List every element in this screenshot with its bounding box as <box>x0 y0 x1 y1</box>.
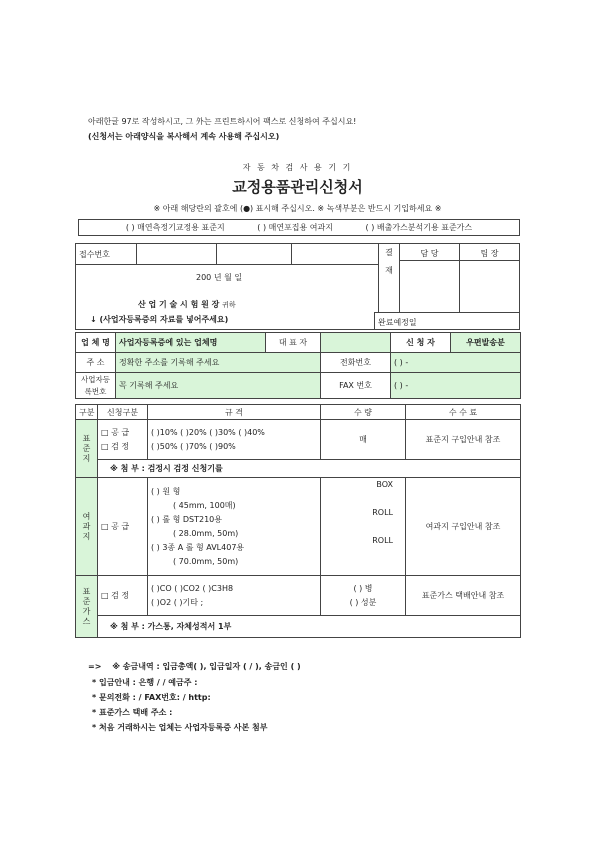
filter-paper-supply-checkbox[interactable]: □ 공 급 <box>98 478 148 576</box>
filter-paper-spec-6: ( 70.0mm, 50m) <box>173 556 239 566</box>
phone-field[interactable]: ( ) - <box>391 353 521 373</box>
standard-paper-spec-1[interactable]: ( )10% ( )20% ( )30% ( )40% <box>151 427 265 437</box>
standard-gas-qty-2[interactable]: ( ) 성분 <box>349 597 377 607</box>
standard-gas-qty-1[interactable]: ( ) 병 <box>353 583 373 593</box>
category-filter-paper[interactable]: ( ) 매연포집용 여과지 <box>257 223 333 232</box>
fax-label: FAX 번호 <box>321 373 391 399</box>
addressee: 산 업 기 술 시 험 원 장 <box>138 300 220 309</box>
bizno-field[interactable]: 꼭 기록해 주세요 <box>116 373 321 399</box>
col-qty: 수 량 <box>321 405 406 420</box>
standard-gas-label: 표준가스 <box>76 576 98 638</box>
standard-paper-qty[interactable]: 매 <box>321 420 406 460</box>
standard-paper-supply-checkbox[interactable]: □ 공 급 <box>101 427 130 437</box>
intro-line-1: 아래한글 97로 작성하시고, 그 外는 프린트하시어 팩스로 신청하여 주십시요! <box>88 117 357 126</box>
receipt-block <box>75 243 520 330</box>
mail-dispatch-field[interactable]: 우편발송분 <box>451 333 521 353</box>
address-field[interactable]: 정확한 주소를 기록해 주세요 <box>116 353 321 373</box>
applicant-label: 신 청 자 <box>391 333 451 353</box>
footer-first-time-note: * 처음 거래하시는 업체는 사업자등록증 사본 첨부 <box>92 723 268 732</box>
completion-label: 완료예정일 <box>378 318 417 327</box>
category-standard-paper[interactable]: ( ) 매연측정기교정용 표준지 <box>125 223 225 232</box>
filter-paper-qty-1[interactable]: BOX <box>376 480 393 489</box>
filter-paper-spec-2: ( 45mm, 100매) <box>173 500 236 510</box>
receipt-date: 200 년 월 일 <box>196 273 243 282</box>
form-notice: ※ 아래 해당란의 괄호에 (●) 표시해 주십시오. ※ 녹색부분은 반드시 기입하세요 ※ <box>153 204 442 213</box>
col-type: 구분 <box>76 405 98 420</box>
company-label: 업 체 명 <box>76 333 116 353</box>
company-field[interactable]: 사업자등록증에 있는 업체명 <box>116 333 266 353</box>
filter-paper-spec-3[interactable]: ( ) 롤 형 DST210용 <box>151 514 222 524</box>
form-subtitle: 자 동 차 검 사 용 기 기 <box>242 163 353 172</box>
standard-paper-spec-2[interactable]: ( )50% ( )70% ( )90% <box>151 441 236 451</box>
filter-paper-label: 여과지 <box>76 478 98 576</box>
filter-paper-spec-5[interactable]: ( ) 3종 A 롤 형 AVL407용 <box>151 542 245 552</box>
filter-paper-fee: 여과지 구입안내 참조 <box>406 478 521 576</box>
footer-gas-address: * 표준가스 택배 주소 : <box>92 708 173 717</box>
footer-remittance: ※ 송금내역 : 입금총액( ), 입금일자 ( / ), 송금인 ( ) <box>112 662 301 671</box>
filter-paper-spec-4: ( 28.0mm, 50m) <box>173 528 239 538</box>
form-title: 교정용품관리신청서 <box>232 178 363 196</box>
filter-paper-qty-3[interactable]: ROLL <box>372 536 393 545</box>
category-standard-gas[interactable]: ( ) 배출가스분석기용 표준가스 <box>365 223 473 232</box>
applicant-table <box>75 332 521 399</box>
footer-arrow: => <box>88 662 102 671</box>
standard-gas-fee: 표준가스 택배안내 참조 <box>406 576 521 616</box>
in-charge-label: 담 당 <box>420 249 439 258</box>
footer-contact: * 문의전화 : / FAX번호: / http: <box>92 693 211 702</box>
standard-paper-fee: 표준지 구입안내 참조 <box>406 420 521 460</box>
filter-paper-qty-2[interactable]: ROLL <box>372 508 393 517</box>
standard-gas-verify-checkbox[interactable]: □ 검 정 <box>98 576 148 616</box>
standard-gas-attach: ※ 첨 부 : 가스통, 자체성적서 1부 <box>98 616 521 638</box>
standard-gas-spec-1[interactable]: ( )CO ( )CO2 ( )C3H8 <box>151 583 234 593</box>
standard-paper-verify-checkbox[interactable]: □ 검 정 <box>101 441 130 451</box>
intro-line-2: (신청서는 아래양식을 복사해서 계속 사용해 주십시오) <box>88 132 280 141</box>
footer-deposit: * 입금안내 : 은행 / / 예금주 : <box>92 678 198 687</box>
fax-field[interactable]: ( ) - <box>391 373 521 399</box>
ceo-label: 대 표 자 <box>266 333 321 353</box>
attach-note: ↓ (사업자등록증의 자료를 넣어주세요) <box>90 315 229 324</box>
col-request: 신청구분 <box>98 405 148 420</box>
phone-label: 전화번호 <box>321 353 391 373</box>
approval-label: 결 재 <box>385 248 393 275</box>
standard-paper-attach: ※ 첨 부 : 검정시 검정 신청기를 <box>98 460 521 478</box>
items-table <box>75 404 521 638</box>
address-label: 주 소 <box>76 353 116 373</box>
ceo-field[interactable] <box>321 333 391 353</box>
standard-gas-spec-2[interactable]: ( )O2 ( )기타 ; <box>151 597 204 607</box>
col-spec: 규 격 <box>148 405 321 420</box>
team-leader-label: 팀 장 <box>480 249 499 258</box>
filter-paper-spec-1[interactable]: ( ) 원 형 <box>151 486 181 496</box>
col-fee: 수 수 료 <box>406 405 521 420</box>
standard-paper-label: 표준지 <box>76 420 98 478</box>
bizno-label: 사업자등록번호 <box>76 373 116 399</box>
receipt-no-label: 접수번호 <box>79 250 110 259</box>
category-box <box>78 219 520 236</box>
addressee-suffix: 귀하 <box>222 301 236 309</box>
